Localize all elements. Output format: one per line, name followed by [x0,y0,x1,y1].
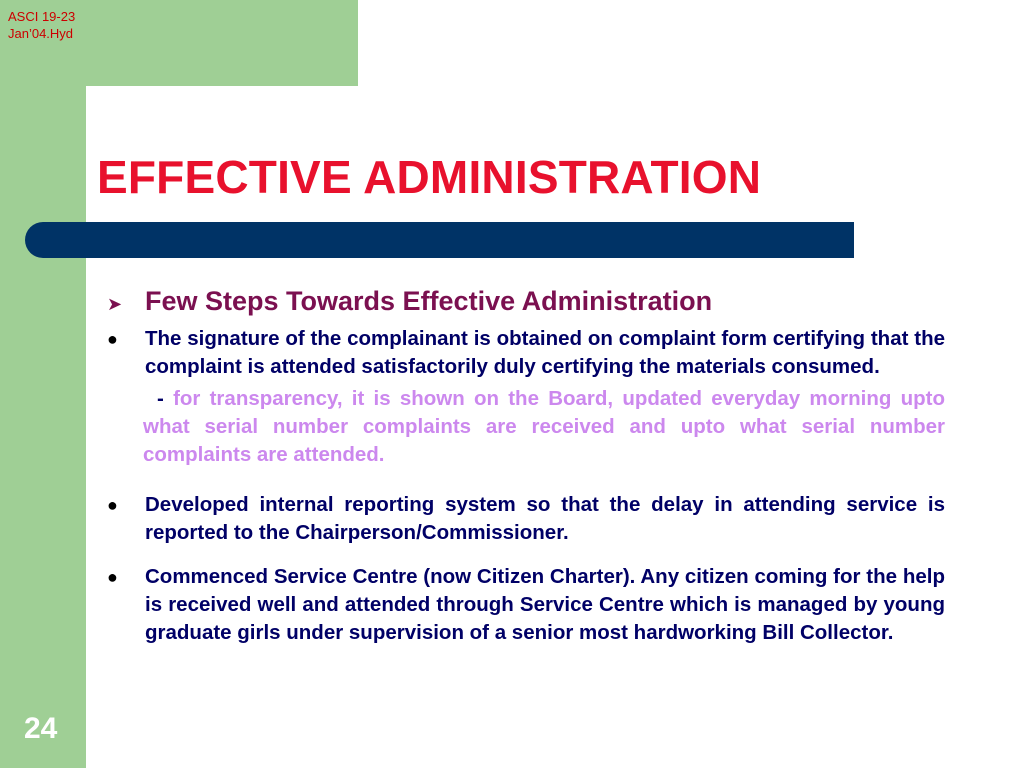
list-item [105,491,945,547]
dot-bullet-icon: ● [107,329,118,349]
dot-bullet-icon: ● [107,567,118,587]
slide-title: EFFECTIVE ADMINISTRATION [97,151,762,203]
corner-note-line-1: ASCI 19-23 [8,9,76,24]
corner-note [8,8,75,42]
bullet-text: Commenced Service Centre (now Citizen Charter). Any citizen coming for the help is received well and attended through Service Centre which is managed by young graduate girls under supervision of a senior most hardworking Bill Collector. [145,565,945,644]
title-underline-bar [25,222,854,258]
heading-row [105,286,945,317]
arrow-bullet-icon: ➤ [107,294,123,314]
section-heading: Few Steps Towards Effective Administration [145,286,713,316]
dot-bullet-icon: ● [107,495,118,515]
sub-note [143,385,945,469]
list-item [105,325,945,381]
bullet-text: The signature of the complainant is obtained on complaint form certifying that the complaint is attended satisfactorily duly certifying the materials consumed. [145,327,945,378]
slide-content [105,286,945,647]
sub-note-dash: - [157,387,164,410]
corner-note-line-2: Jan’04.Hyd [8,26,74,41]
left-frame-band [0,0,86,768]
list-item [105,563,945,647]
sub-note-text: for transparency, it is shown on the Board, updated everyday morning upto what serial number complaints are received and upto what serial number complaints are attended. [143,387,945,466]
slide-number: 24 [24,712,58,745]
bullet-text: Developed internal reporting system so that the delay in attending service is reported to the Chairperson/Commissioner. [145,493,945,544]
